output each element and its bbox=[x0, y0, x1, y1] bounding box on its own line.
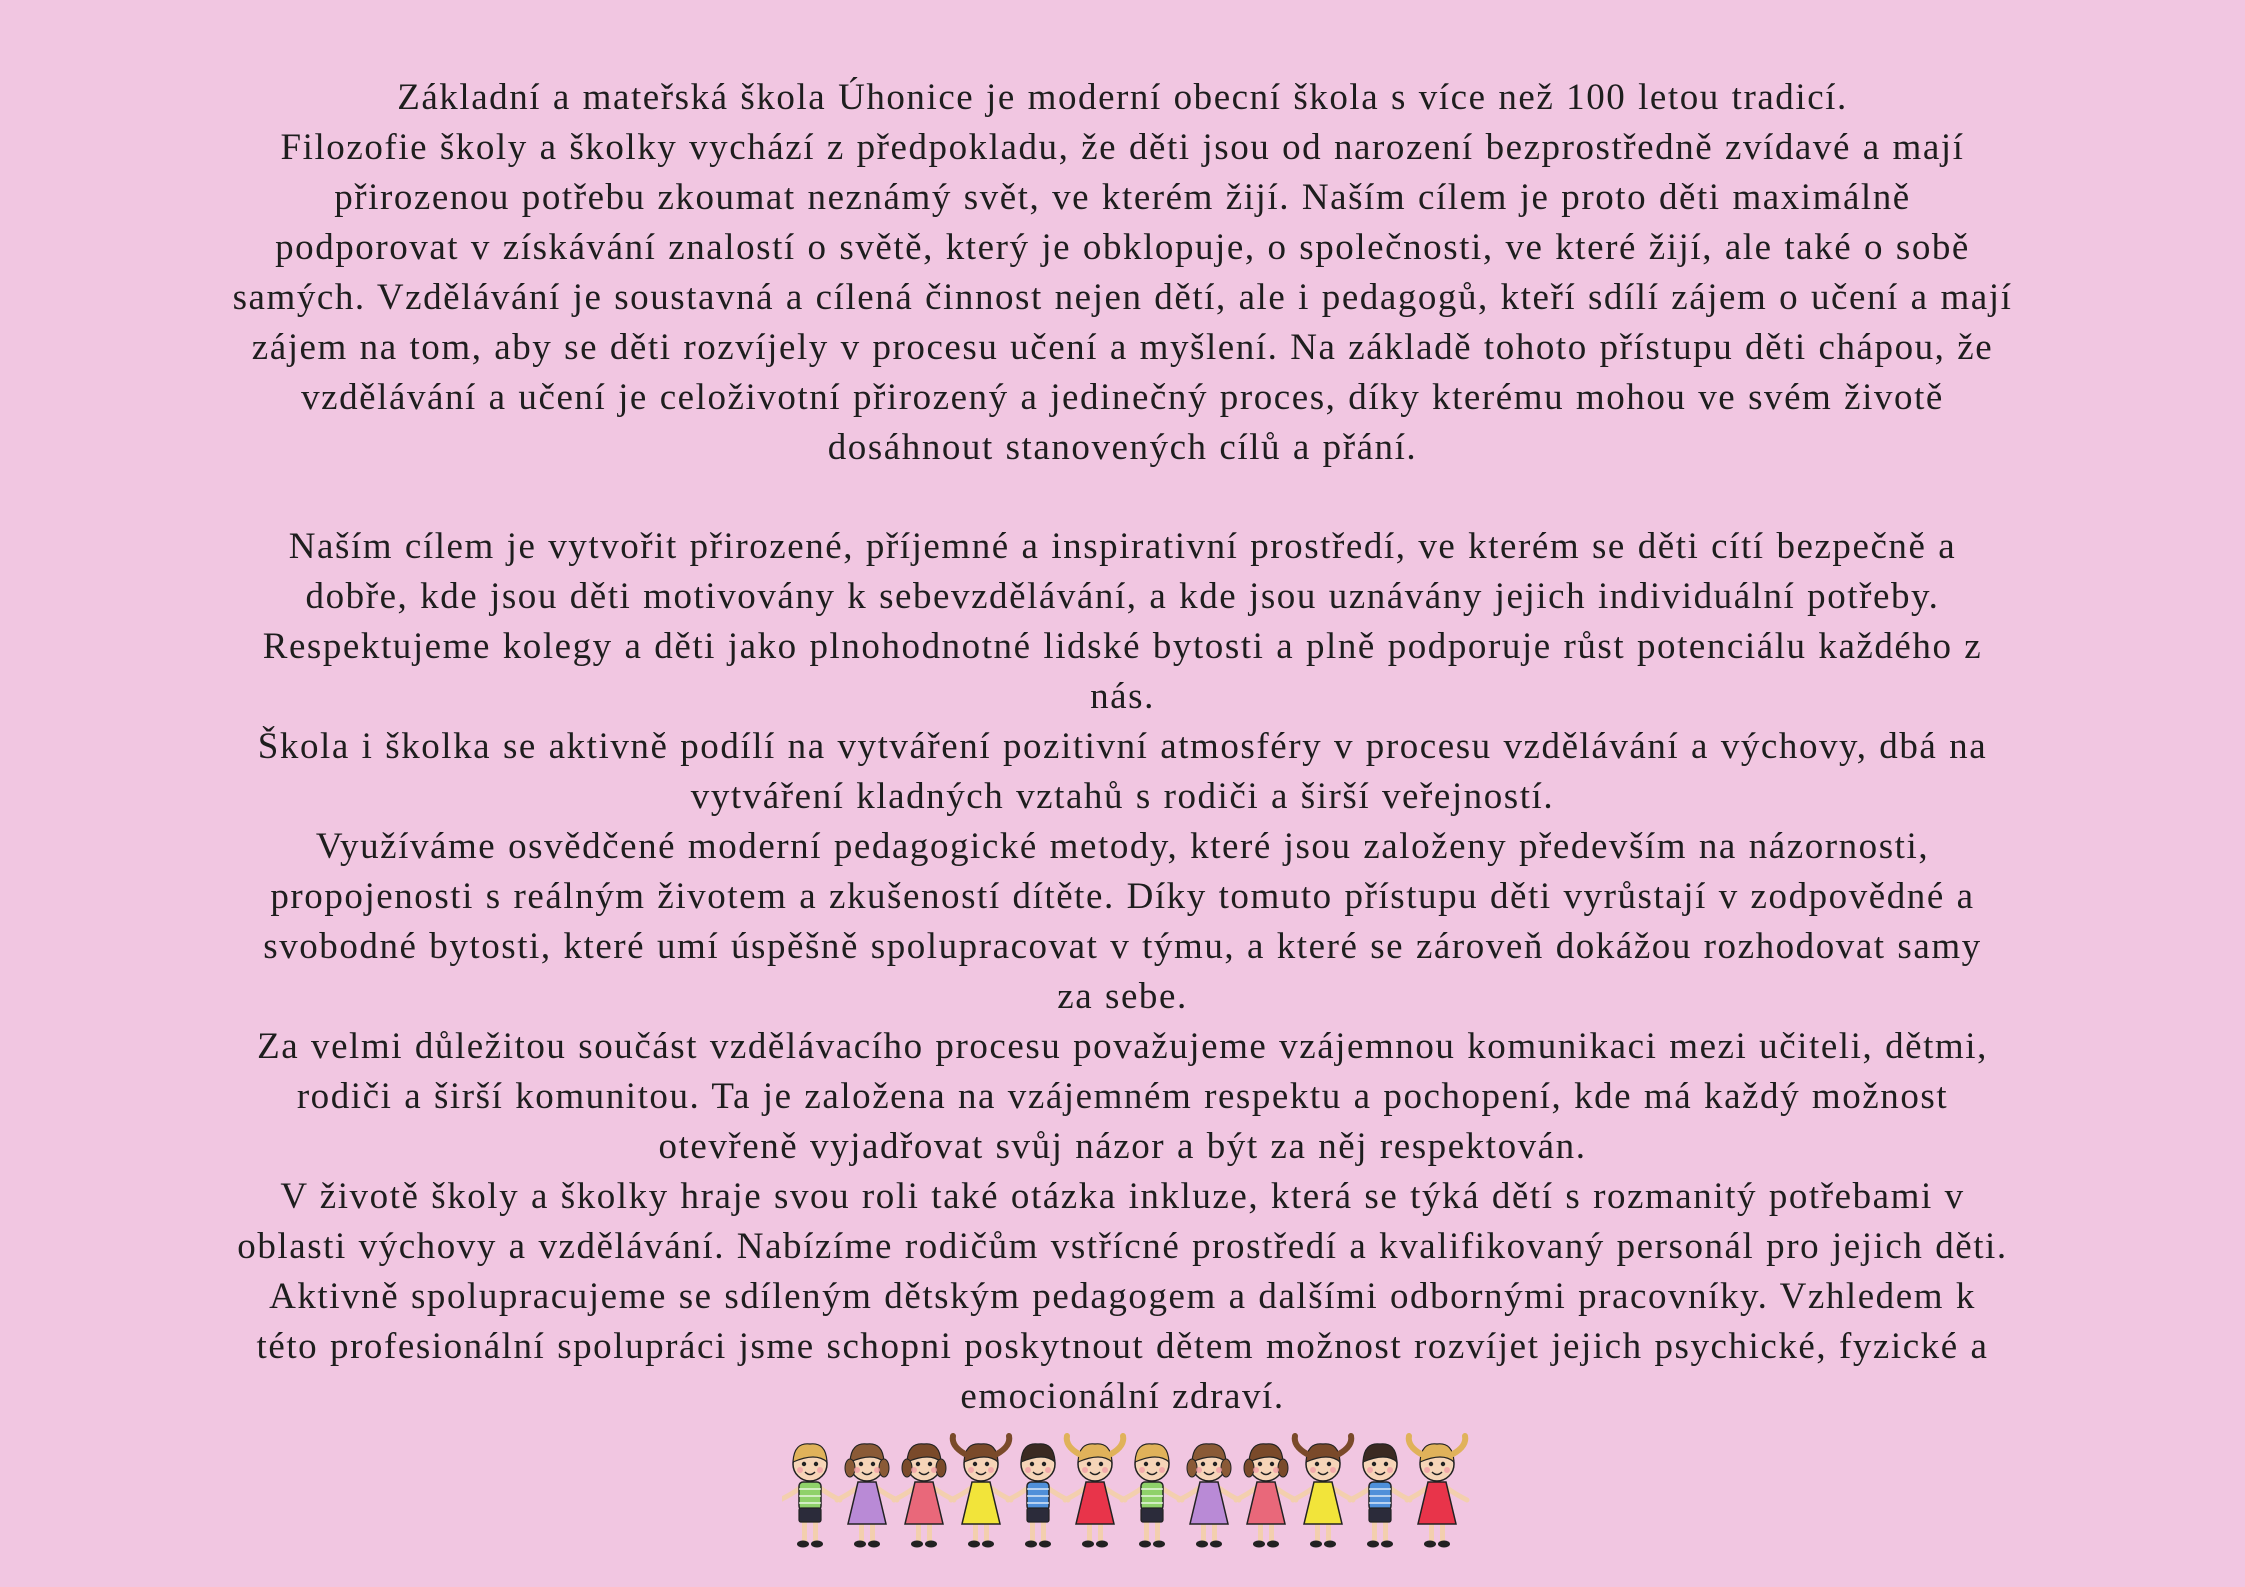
text-line: vzdělávání a učení je celoživotní přirozený a jedinečný proces, díky kterému mohou ve svém životě bbox=[301, 377, 1944, 418]
text-line: zájem na tom, aby se děti rozvíjely v procesu učení a myšlení. Na základě tohoto přístupu děti chápou, že bbox=[251, 327, 1994, 368]
text-line: Aktivně spolupracujeme se sdíleným dětským pedagogem a dalšími odbornými pracovníky. Vzhledem k bbox=[269, 1276, 1976, 1317]
text-line: přirozenou potřebu zkoumat neznámý svět, ve kterém žijí. Naším cílem je proto děti maximálně bbox=[334, 177, 1911, 218]
child-figure bbox=[951, 1436, 1011, 1548]
child-figure bbox=[894, 1444, 954, 1548]
text-line: vytváření kladných vztahů s rodiči a širší veřejností. bbox=[690, 776, 1555, 817]
text-line: oblasti výchovy a vzdělávání. Nabízíme rodičům vstřícné prostředí a kvalifikovaný personál pro jejich děti. bbox=[237, 1226, 2008, 1267]
text-line: samých. Vzdělávání je soustavná a cílená činnost nejen dětí, ale i pedagogů, kteří sdílí zájem o učení a mají bbox=[232, 277, 2013, 318]
child-figure bbox=[1008, 1444, 1068, 1548]
text-line: emocionální zdraví. bbox=[960, 1376, 1285, 1417]
child-figure bbox=[1179, 1444, 1239, 1548]
text-line: této profesionální spolupráci jsme schopni poskytnout dětem možnost rozvíjet jejich psychické, fyzické a bbox=[256, 1326, 1989, 1367]
child-figure bbox=[1293, 1436, 1353, 1548]
child-figure bbox=[1065, 1436, 1125, 1548]
text-line: svobodné bytosti, které umí úspěšně spolupracovat v týmu, a které se zároveň dokážou rozhodovat samy bbox=[263, 926, 1982, 967]
text-line: Filozofie školy a školky vychází z předpokladu, že děti jsou od narození bezprostředně zvídavé a mají bbox=[280, 127, 1965, 168]
goals-paragraph bbox=[30, 522, 2215, 1422]
text-line: Respektujeme kolegy a děti jako plnohodnotné lidské bytosti a plně podporuje růst potenciálu každého z bbox=[262, 626, 1983, 667]
text-line: Za velmi důležitou součást vzdělávacího procesu považujeme vzájemnou komunikaci mezi učiteli, dětmi, bbox=[257, 1026, 1988, 1067]
text-line: V životě školy a školky hraje svou roli také otázka inkluze, která se týká dětí s rozmanitý potřebami v bbox=[280, 1176, 1965, 1217]
text-line: podporovat v získávání znalostí o světě, který je obklopuje, o společnosti, ve které žijí, ale také o sobě bbox=[275, 227, 1970, 268]
text-line: Škola i školka se aktivně podílí na vytváření pozitivní atmosféry v procesu vzdělávání a výchovy, dbá na bbox=[257, 726, 1988, 767]
child-figure bbox=[782, 1444, 840, 1548]
text-line: Využíváme osvědčené moderní pedagogické metody, které jsou založeny především na názornosti, bbox=[315, 826, 1930, 867]
child-figure bbox=[1407, 1436, 1467, 1548]
text-line: Základní a mateřská škola Úhonice je moderní obecní škola s více než 100 letou tradicí. bbox=[397, 77, 1848, 118]
text-line: nás. bbox=[1090, 676, 1155, 717]
text-line: dosáhnout stanovených cílů a přání. bbox=[827, 427, 1418, 468]
text-line: za sebe. bbox=[1057, 976, 1188, 1017]
text-line: Naším cílem je vytvořit přirozené, příjemné a inspirativní prostředí, ve kterém se děti cítí bezpečně a bbox=[288, 526, 1957, 567]
text-line: propojenosti s reálným životem a zkušeností dítěte. Díky tomuto přístupu děti vyrůstají v zodpovědné a bbox=[270, 876, 1975, 917]
child-figure bbox=[1350, 1444, 1410, 1548]
child-figure bbox=[837, 1444, 897, 1548]
child-figure bbox=[1122, 1444, 1182, 1548]
text-line: dobře, kde jsou děti motivovány k sebevzdělávání, a kde jsou uznávány jejich individuální potřeby. bbox=[305, 576, 1940, 617]
intro-paragraph bbox=[30, 73, 2215, 473]
child-figure bbox=[1236, 1444, 1296, 1548]
children-holding-hands-illustration bbox=[782, 1428, 1472, 1556]
text-line: rodiči a širší komunitou. Ta je založena na vzájemném respektu a pochopení, kde má každý možnost bbox=[296, 1076, 1949, 1117]
text-line: otevřeně vyjadřovat svůj názor a být za něj respektován. bbox=[658, 1126, 1587, 1167]
